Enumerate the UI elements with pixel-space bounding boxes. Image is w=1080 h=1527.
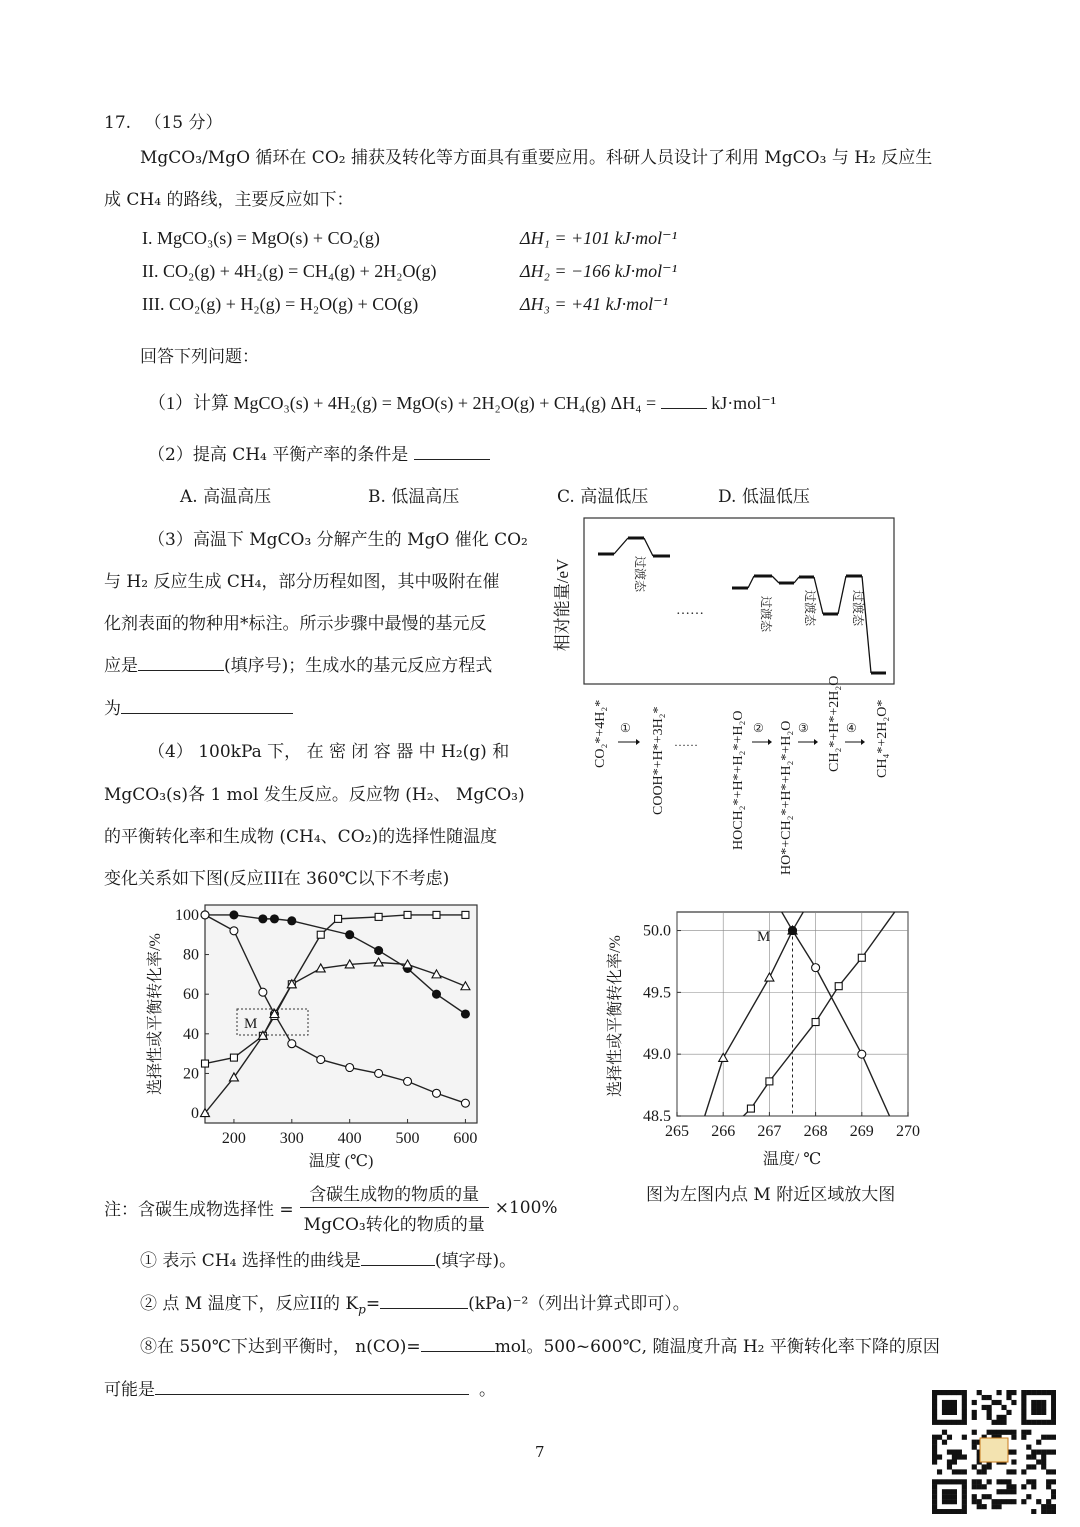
series-1-point bbox=[375, 947, 383, 955]
series-3-point bbox=[747, 1105, 754, 1112]
x-tick-label: 600 bbox=[453, 1130, 478, 1147]
series-3-point bbox=[202, 1060, 209, 1067]
note-numerator: 含碳生成物的物质的量 bbox=[309, 1185, 480, 1205]
selectivity-note bbox=[104, 1180, 558, 1235]
series-3-point bbox=[812, 1019, 819, 1026]
question-3-line-5 bbox=[104, 694, 293, 719]
question-3-line-1: （3）高温下 MgCO₃ 分解产生的 MgO 催化 CO₂ bbox=[148, 530, 528, 550]
reaction-1 bbox=[142, 228, 380, 249]
series-1-point bbox=[270, 915, 278, 923]
reaction-2: II. CO₂(g) + 4H₂(g) = CH₄(g) + 2H₂O(g) bbox=[142, 261, 437, 281]
chart-main-ylabel: 选择性或平衡转化率/% bbox=[147, 933, 164, 1095]
question-4-line-2: MgCO₃(s)各 1 mol 发生反应。反应物 (H₂、 MgCO₃) bbox=[104, 785, 525, 805]
chart-main-m-label: M bbox=[244, 1016, 258, 1032]
chart-main-xlabel: 温度 (℃) bbox=[308, 1153, 374, 1170]
sub-question-1-text: ① 表示 CH₄ 选择性的曲线是 bbox=[140, 1251, 361, 1271]
chart-zoom bbox=[600, 900, 930, 1172]
series-2-point bbox=[201, 911, 209, 919]
series-2-point bbox=[432, 1089, 440, 1097]
reaction-3-enthalpy: ΔH₃ = +41 kJ·mol⁻¹ bbox=[520, 294, 668, 314]
series-2-point bbox=[404, 1077, 412, 1085]
series-3-point bbox=[462, 911, 469, 918]
species-label-3: HOCH₂*+H*+H₂*+H₂O bbox=[731, 710, 746, 850]
answer-blank-5[interactable] bbox=[380, 1307, 468, 1309]
page-number: 7 bbox=[535, 1443, 545, 1461]
fraction-bar bbox=[300, 1207, 489, 1208]
question-3-line-3: 化剂表面的物种用*标注。所示步骤中最慢的基元反 bbox=[104, 614, 487, 634]
answer-blank-6[interactable] bbox=[421, 1350, 495, 1352]
sub-question-2 bbox=[140, 1289, 690, 1316]
chart-zoom-caption: 图为左图内点 M 附近区域放大图 bbox=[646, 1185, 896, 1205]
species-labels bbox=[593, 676, 890, 875]
question-4-line-3: 的平衡转化率和生成物 (CH₄、CO₂)的选择性随温度 bbox=[104, 827, 498, 847]
sub-question-1-tail: (填字母)。 bbox=[434, 1251, 517, 1271]
series-2-point bbox=[288, 1040, 296, 1048]
species-label-1: CO₂*+4H₂* bbox=[593, 699, 608, 768]
series-2-point bbox=[858, 1050, 866, 1058]
series-2-point bbox=[259, 988, 267, 996]
step-1-label: ① bbox=[620, 721, 631, 735]
question-number-text: 17. bbox=[104, 113, 132, 133]
series-3-point bbox=[335, 915, 342, 922]
question-1-unit: kJ·mol⁻¹ bbox=[711, 393, 777, 413]
y-tick-label: 0 bbox=[191, 1105, 199, 1123]
qr-code-icon bbox=[932, 1390, 1056, 1514]
x-tick-label: 269 bbox=[849, 1123, 874, 1140]
species-label-2: COOH*+H*+3H₂* bbox=[651, 706, 666, 815]
y-tick-label: 20 bbox=[183, 1065, 199, 1083]
reaction-1-enthalpy: ΔH₁ = +101 kJ·mol⁻¹ bbox=[520, 228, 677, 248]
series-3-point bbox=[375, 913, 382, 920]
reaction-1-equation: I. MgCO₃(s) = MgO(s) + CO₂(g) bbox=[142, 228, 380, 248]
energy-ylabel: 相对能量/eV bbox=[553, 558, 572, 652]
series-3-point bbox=[858, 954, 865, 961]
m-point bbox=[788, 926, 797, 935]
answer-blank-2[interactable] bbox=[414, 458, 490, 460]
question-4-line-4: 变化关系如下图(反应III在 360℃以下不考虑) bbox=[104, 869, 450, 889]
answer-blank-3b[interactable] bbox=[121, 712, 293, 714]
sub-question-2-subscript: p bbox=[358, 1302, 366, 1317]
x-tick-label: 265 bbox=[665, 1123, 689, 1140]
note-denominator: MgCO₃转化的物质的量 bbox=[303, 1215, 485, 1235]
note-fraction bbox=[300, 1180, 489, 1235]
series-2-point bbox=[346, 1064, 354, 1072]
x-tick-label: 268 bbox=[803, 1123, 828, 1140]
energy-dots-2: …… bbox=[674, 735, 698, 749]
question-3-line-5-text: 为 bbox=[104, 699, 121, 719]
series-3-point bbox=[230, 1054, 237, 1061]
answer-blank-7[interactable] bbox=[155, 1393, 469, 1395]
sub-question-3-text: ⑧在 550℃下达到平衡时， n(CO)= bbox=[140, 1337, 421, 1357]
y-tick-label: 100 bbox=[175, 906, 199, 924]
species-label-4: HO*+CH₂*+H*+H₂*+H₂O bbox=[779, 720, 794, 875]
question-number bbox=[104, 108, 223, 133]
series-3-point bbox=[766, 1078, 773, 1085]
sub-question-3 bbox=[140, 1332, 940, 1357]
intro-line-1: MgCO₃/MgO 循环在 CO₂ 捕获及转化等方面具有重要应用。科研人员设计了利用 MgCO₃ 与 H₂ 反应生 bbox=[140, 148, 933, 168]
step-4-label: ④ bbox=[846, 721, 857, 735]
ts-label-1: 过渡态 bbox=[633, 556, 647, 593]
note-suffix: ×100% bbox=[494, 1197, 558, 1218]
question-1 bbox=[148, 389, 776, 415]
energy-diagram-frame bbox=[584, 518, 894, 684]
series-1-point bbox=[259, 915, 267, 923]
option-d: D. 低温低压 bbox=[718, 487, 810, 507]
transition-state-labels bbox=[633, 556, 866, 633]
y-tick-label: 40 bbox=[183, 1025, 199, 1043]
series-3-point bbox=[433, 911, 440, 918]
series-1-point bbox=[346, 931, 354, 939]
x-tick-label: 300 bbox=[279, 1130, 304, 1147]
sub-question-3-tail: mol。500~600℃, 随温度升高 H₂ 平衡转化率下降的原因 bbox=[494, 1337, 940, 1357]
intro-line-2: 成 CH₄ 的路线，主要反应如下： bbox=[104, 190, 354, 210]
chart-zoom-m-label: M bbox=[757, 929, 771, 945]
sub-question-3-end: 。 bbox=[479, 1380, 496, 1400]
y-tick-label: 48.5 bbox=[643, 1108, 671, 1125]
series-2-point bbox=[461, 1099, 469, 1107]
reaction-2-enthalpy: ΔH₂ = −166 kJ·mol⁻¹ bbox=[520, 261, 677, 281]
sub-question-3-line-2-text: 可能是 bbox=[104, 1380, 155, 1400]
x-tick-label: 270 bbox=[896, 1123, 920, 1140]
energy-dots: …… bbox=[676, 603, 704, 618]
sub-question-2-equals: = bbox=[365, 1294, 381, 1314]
y-tick-label: 60 bbox=[183, 986, 199, 1004]
ts-label-4: 过渡态 bbox=[851, 590, 865, 627]
series-1-point bbox=[288, 917, 296, 925]
option-a: A. 高温高压 bbox=[180, 487, 272, 507]
question-2 bbox=[148, 440, 490, 465]
option-c: C. 高温低压 bbox=[557, 487, 649, 507]
y-tick-label: 50.0 bbox=[643, 922, 671, 940]
series-3-point bbox=[317, 931, 324, 938]
step-2-label: ② bbox=[753, 721, 764, 735]
series-2-point bbox=[230, 927, 238, 935]
chart-zoom-xlabel: 温度/ ℃ bbox=[762, 1151, 822, 1168]
series-1-point bbox=[461, 1010, 469, 1018]
species-label-5: CH₂*+H*+2H₂O bbox=[827, 675, 842, 772]
x-tick-label: 500 bbox=[395, 1130, 420, 1147]
ts-label-3: 过渡态 bbox=[803, 590, 817, 627]
series-1-point bbox=[432, 990, 440, 998]
series-3-point bbox=[835, 983, 842, 990]
reaction-3: III. CO₂(g) + H₂(g) = H₂O(g) + CO(g) bbox=[142, 294, 419, 314]
note-prefix: 注：含碳生成物选择性 = bbox=[104, 1200, 294, 1220]
question-1-text: （1）计算 MgCO₃(s) + 4H₂(g) = MgO(s) + 2H₂O(g) + CH₄(g) ΔH₄ = bbox=[148, 393, 657, 413]
x-tick-label: 267 bbox=[757, 1123, 782, 1140]
y-tick-label: 80 bbox=[183, 946, 199, 964]
question-3-prefix: 应是 bbox=[104, 656, 138, 676]
question-4-line-1: （4） 100kPa 下， 在 密 闭 容 器 中 H₂(g) 和 bbox=[148, 742, 510, 762]
sub-question-2-tail: (kPa)⁻²（列出计算式即可）。 bbox=[468, 1294, 690, 1314]
series-3-point bbox=[404, 911, 411, 918]
series-1-point bbox=[230, 911, 238, 919]
answer-blank-4[interactable] bbox=[361, 1264, 435, 1266]
species-label-6: CH₄*+2H₂O* bbox=[875, 699, 890, 778]
answer-blank-3a[interactable] bbox=[138, 669, 224, 671]
question-2-text: （2）提高 CH₄ 平衡产率的条件是 bbox=[148, 445, 409, 465]
answer-prompt: 回答下列问题： bbox=[140, 347, 259, 367]
y-tick-label: 49.5 bbox=[643, 984, 671, 1002]
sub-question-1 bbox=[140, 1246, 516, 1271]
energy-diagram bbox=[540, 510, 910, 890]
x-tick-label: 400 bbox=[337, 1130, 362, 1147]
step-3-label: ③ bbox=[798, 721, 809, 735]
chart-zoom-ylabel: 选择性或平衡转化率/% bbox=[607, 935, 624, 1097]
question-3-line-4 bbox=[104, 651, 492, 676]
option-b: B. 低温高压 bbox=[368, 487, 460, 507]
x-tick-label: 200 bbox=[221, 1130, 246, 1147]
question-3-line-4-text: (填序号)；生成水的基元反应方程式 bbox=[224, 656, 493, 676]
series-2-point bbox=[812, 964, 820, 972]
energy-connectors bbox=[614, 538, 871, 673]
x-tick-label: 266 bbox=[711, 1123, 736, 1140]
chart-main bbox=[140, 900, 490, 1180]
ts-label-2: 过渡态 bbox=[759, 596, 773, 633]
question-3-line-2: 与 H₂ 反应生成 CH₄，部分历程如图，其中吸附在催 bbox=[104, 572, 500, 592]
series-2-point bbox=[375, 1069, 383, 1077]
y-tick-label: 49.0 bbox=[643, 1046, 671, 1064]
series-2-point bbox=[317, 1056, 325, 1064]
sub-question-2-text: ② 点 M 温度下，反应II的 K bbox=[140, 1294, 359, 1314]
sub-question-3-line-2 bbox=[104, 1375, 496, 1400]
question-points: （15 分） bbox=[144, 113, 223, 133]
answer-blank-1[interactable] bbox=[661, 407, 707, 409]
